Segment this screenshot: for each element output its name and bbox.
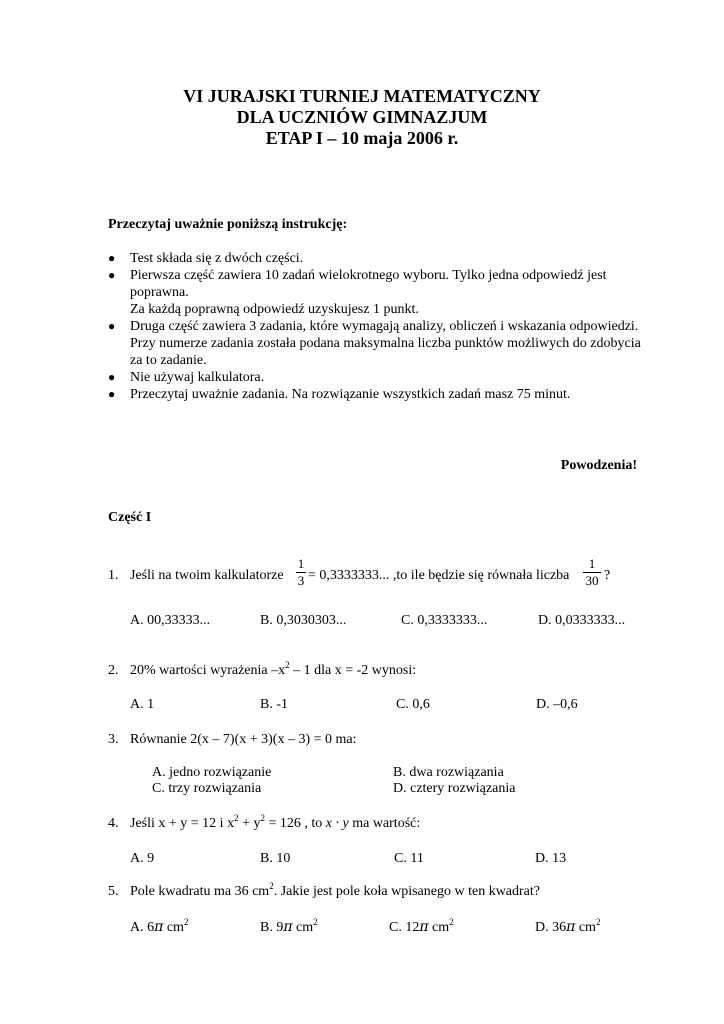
bullet-icon: ●	[108, 370, 116, 384]
title-line-1: VI JURAJSKI TURNIEJ MATEMATYCZNY	[183, 86, 541, 106]
part-heading: Część I	[108, 510, 152, 525]
instruction-item: ● Test składa się z dwóch części.	[108, 251, 304, 266]
bullet-icon: ●	[108, 387, 116, 401]
q2-answer-d: D. –0,6	[536, 697, 578, 712]
q3-answer-d: D. cztery rozwiązania	[393, 781, 516, 796]
q2-answer-b: B. -1	[260, 697, 288, 712]
question-1-mark: ?	[604, 568, 611, 583]
good-luck-text: Powodzenia!	[560, 458, 637, 473]
q5-answer-b: B. 9π $cm^2$	[260, 917, 318, 935]
fraction-one-third: 1 3	[297, 556, 305, 588]
title-line-2: DLA UCZNIÓW GIMNAZJUM	[236, 107, 488, 127]
bullet-icon: ●	[108, 251, 116, 265]
q3-answer-a: A. jedno rozwiązanie	[152, 765, 272, 780]
q1-answer-d: D. 0,0333333...	[538, 613, 626, 628]
q2-answer-a: A. 1	[130, 697, 155, 712]
question-2: 2. 20% wartości wyrażenia $-x^2 - 1$ dla x = -2 wynosi:	[108, 660, 417, 678]
instruction-item: ● Pierwsza część zawiera 10 zadań wielokrotnego wyboru. Tylko jedna odpowiedź jest poprawna. Za każdą poprawną odpowiedź uzyskujesz 1 punkt.	[108, 268, 607, 317]
instruction-item: ● Nie używaj kalkulatora.	[108, 370, 265, 385]
q1-answer-a: A. 00,33333...	[130, 613, 211, 628]
q3-answer-b: B. dwa rozwiązania	[393, 765, 504, 780]
q4-answer-c: C. 11	[394, 851, 424, 866]
q3-answer-c: C. trzy rozwiązania	[152, 781, 262, 796]
question-1-continuation: = 0,3333333... ,to ile będzie się równała liczba	[308, 568, 570, 583]
instructions-heading: Przeczytaj uważnie poniższą instrukcję:	[108, 217, 348, 232]
q2-answer-c: C. 0,6	[396, 697, 430, 712]
q5-answer-a: A. 6π $cm^2$	[130, 917, 189, 935]
instructions-list	[108, 250, 648, 403]
document-title	[0, 86, 724, 149]
q1-answer-b: B. 0,3030303...	[260, 613, 347, 628]
question-3: 3. Równanie 2(x – 7)(x + 3)(x – 3) = 0 ma:	[108, 732, 357, 747]
bullet-icon: ●	[108, 268, 116, 282]
q5-answer-d: D. 36π $cm^2$	[535, 917, 601, 935]
fraction-one-thirtieth: 1 30	[583, 557, 601, 588]
q4-answer-a: A. 9	[130, 851, 155, 866]
instruction-item: ● Przeczytaj uważnie zadania. Na rozwiązanie wszystkich zadań masz 75 minut.	[108, 387, 571, 402]
q4-answer-d: D. 13	[535, 851, 567, 866]
product-expression: x · y	[325, 816, 349, 831]
bullet-icon: ●	[108, 319, 116, 333]
question-5: 5. Pole kwadratu ma 36 $cm^2$. Jakie jest pole koła wpisanego w ten kwadrat?	[108, 881, 540, 899]
question-1: 1. Jeśli na twoim kalkulatorze	[108, 568, 284, 583]
question-4: 4. Jeśli x + y = 12 i $x^2 + y^2 = 126$ , to x · y ma wartość:	[108, 813, 421, 831]
q1-answer-c: C. 0,3333333...	[401, 613, 488, 628]
q4-answer-b: B. 10	[260, 851, 291, 866]
title-line-3: ETAP I – 10 maja 2006 r.	[265, 128, 459, 148]
q5-answer-c: C. 12π $cm^2$	[389, 917, 454, 935]
instruction-item: ● Druga część zawiera 3 zadania, które wymagają analizy, obliczeń i wskazania odpowiedzi. Przy numerze zadania została podana maksymalna liczba punktów możliwych do zdobycia za to zadanie.	[108, 319, 641, 368]
